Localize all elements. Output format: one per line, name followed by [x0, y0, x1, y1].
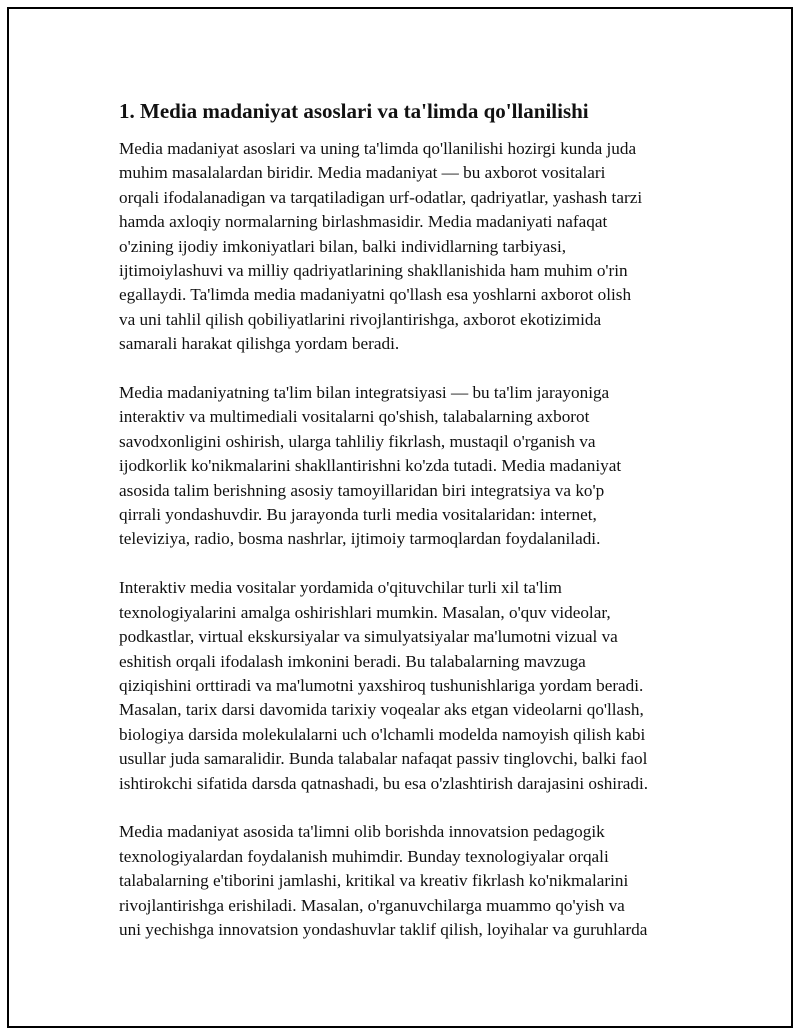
- text-line: o'zining ijodiy imkoniyatlari bilan, balki individlarning tarbiyasi,: [119, 236, 567, 256]
- text-line: egallaydi. Ta'limda media madaniyatni qo'llash esa yoshlarni axborot olish: [119, 285, 632, 305]
- text-line: qiziqishini orttiradi va ma'lumotni yaxshiroq tushunishlariga yordam beradi.: [119, 675, 644, 695]
- text-line: Masalan, tarix darsi davomida tarixiy voqealar aks etgan videolarni qo'llash,: [119, 700, 644, 720]
- text-line: savodxonligini oshirish, ularga tahliliy fikrlash, mustaqil o'rganish va: [119, 431, 596, 451]
- text-line: Media madaniyat asoslari va uning ta'limda qo'llanilishi hozirgi kunda juda: [119, 139, 637, 158]
- text-line: interaktiv va multimediali vositalarni qo'shish, talabalarning axborot: [119, 407, 590, 427]
- page-frame: [7, 7, 793, 1028]
- text-line: qirrali yondashuvdir. Bu jarayonda turli media vositalaridan: internet,: [119, 505, 597, 525]
- paragraph-2: [119, 381, 699, 552]
- text-line: Interaktiv media vositalar yordamida o'qituvchilar turli xil ta'lim: [119, 578, 562, 598]
- text-line: rivojlantirishga erishiladi. Masalan, o'rganuvchilarga muammo qo'yish va: [119, 895, 625, 915]
- text-line: va uni tahlil qilish qobiliyatlarini rivojlantirishga, axborot ekotizimida: [119, 309, 602, 329]
- text-line: asosida talim berishning asosiy tamoyillaridan biri integratsiya va ko'p: [119, 480, 605, 500]
- text-line: texnologiyalardan foydalanish muhimdir. Bunday texnologiyalar orqali: [119, 846, 609, 866]
- text-line: texnologiyalarini amalga oshirishlari mumkin. Masalan, o'quv videolar,: [119, 602, 611, 622]
- text-line: televiziya, radio, bosma nashrlar, ijtimoiy tarmoqlardan foydalaniladi.: [119, 529, 601, 549]
- text-line: podkastlar, virtual ekskursiyalar va simulyatsiyalar ma'lumotni vizual va: [119, 627, 618, 647]
- paragraph-1: [119, 137, 699, 357]
- text-line: Media madaniyat asosida ta'limni olib borishda innovatsion pedagogik: [119, 822, 605, 842]
- text-line: ishtirokchi sifatida darsda qatnashadi, bu esa o'zlashtirish darajasini oshiradi.: [119, 773, 649, 793]
- text-line: muhim masalalardan biridir. Media madaniyat — bu axborot vositalari: [119, 163, 606, 183]
- text-line: ijtimoiylashuvi va milliy qadriyatlarining shakllanishida ham muhim o'rin: [119, 261, 628, 281]
- text-line: uni yechishga innovatsion yondashuvlar taklif qilish, loyihalar va guruhlarda: [119, 919, 648, 939]
- section-heading: 1. Media madaniyat asoslari va ta'limda qo'llanilishi: [119, 99, 589, 123]
- paragraph-4: [119, 820, 699, 942]
- text-line: orqali ifodalanadigan va tarqatiladigan urf-odatlar, qadriyatlar, yashash tarzi: [119, 187, 643, 207]
- text-line: usullar juda samaralidir. Bunda talabalar nafaqat passiv tinglovchi, balki faol: [119, 749, 648, 769]
- text-line: biologiya darsida molekulalarni uch o'lchamli modelda namoyish qilish kabi: [119, 724, 646, 744]
- text-line: ijodkorlik ko'nikmalarini shakllantirishni ko'zda tutadi. Media madaniyat: [119, 456, 622, 476]
- paragraph-3: [119, 576, 699, 796]
- text-line: Media madaniyatning ta'lim bilan integratsiyasi — bu ta'lim jarayoniga: [119, 383, 610, 403]
- text-line: samarali harakat qilishga yordam beradi.: [119, 334, 400, 354]
- text-line: talabalarning e'tiborini jamlashi, kritikal va kreativ fikrlash ko'nikmalarini: [119, 871, 629, 891]
- text-line: eshitish orqali ifodalash imkonini beradi. Bu talabalarning mavzuga: [119, 651, 586, 671]
- document-body: [119, 97, 699, 967]
- text-line: hamda axloqiy normalarning birlashmasidir. Media madaniyati nafaqat: [119, 212, 608, 232]
